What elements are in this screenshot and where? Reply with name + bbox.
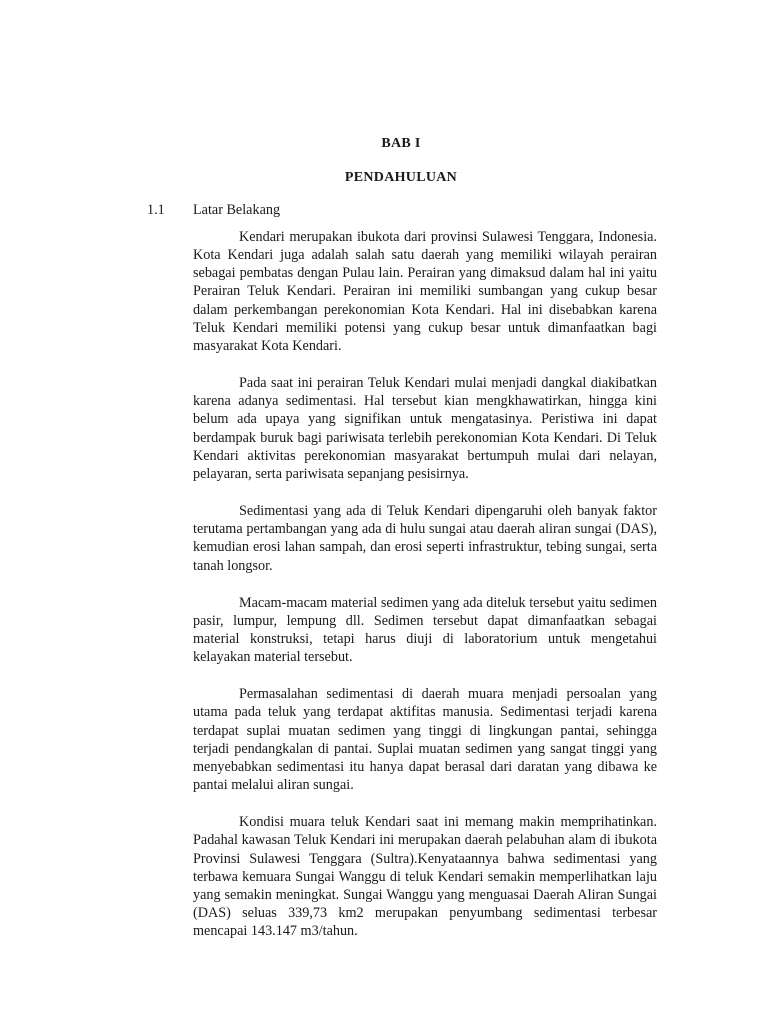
paragraph-1: Kendari merupakan ibukota dari provinsi Sulawesi Tenggara, Indonesia. Kota Kendari juga adalah salah satu daerah yang memiliki wilayah perairan sebagai pembatas dengan Pulau lain. Perairan yang dimaksud dalam hal ini yaitu Perairan Teluk Kendari. Perairan ini memiliki sumbangan yang cukup besar dalam perkembangan perekonomian Kota Kendari. Hal ini disebabkan karena Teluk Kendari memiliki potensi yang cukup besar untuk dimanfaatkan bagi masyarakat Kota Kendari. — [193, 229, 657, 354]
paragraph-6: Kondisi muara teluk Kendari saat ini memang makin memprihatinkan. Padahal kawasan Teluk Kendari ini merupakan daerah pelabuhan alam di ibukota Provinsi Sulawesi Tenggara (Sultra).Kenyataannya bahwa sedimentasi yang terbawa kemuara Sungai Wanggu di teluk Kendari semakin memperlihatkan laju yang semakin meningkat. Sungai Wanggu yang menguasai Daerah Aliran Sungai (DAS) seluas 339,73 km2 merupakan penyumbang sedimentasi terbesar mencapai 143.147 m3/tahun. — [193, 814, 657, 940]
body-text — [193, 228, 657, 959]
chapter-title: BAB I — [381, 136, 421, 151]
section-title: Latar Belakang — [193, 202, 281, 218]
section-heading — [147, 202, 280, 219]
paragraph-3: Sedimentasi yang ada di Teluk Kendari dipengaruhi oleh banyak faktor terutama pertambangan yang ada di hulu sungai atau daerah aliran sungai (DAS), kemudian erosi lahan sampah, dan erosi seperti infrastruktur, tebing sungai, serta tanah longsor. — [193, 503, 657, 574]
paragraph-2: Pada saat ini perairan Teluk Kendari mulai menjadi dangkal diakibatkan karena adanya sedimentasi. Hal tersebut kian mengkhawatirkan, hingga kini belum ada upaya yang signifikan untuk mengatasinya. Peristiwa ini dapat berdampak buruk bagi pariwisata terlebih perekonomian Kota Kendari. Di Teluk Kendari aktivitas perekonomian masyarakat bertumpuh mulai dari nelayan, pelayaran, serta pariwisata sepanjang pesisirnya. — [193, 375, 657, 482]
chapter-subtitle: PENDAHULUAN — [344, 170, 458, 185]
paragraph-4: Macam-macam material sedimen yang ada diteluk tersebut yaitu sedimen pasir, lumpur, lempung dll. Sedimen tersebut dapat dimanfaatkan sebagai material konstruksi, tetapi harus diuji di laboratorium untuk mengetahui kelayakan material tersebut. — [193, 594, 657, 666]
section-number: 1.1 — [147, 202, 165, 218]
paragraph-5: Permasalahan sedimentasi di daerah muara menjadi persoalan yang utama pada teluk yang terdapat aktifitas manusia. Sedimentasi terjadi karena terdapat suplai muatan sedimen yang tinggi di lingkungan pantai, sehingga terjadi pendangkalan di pantai. Suplai muatan sedimen yang sangat tinggi yang menyebabkan sedimentasi itu hanya dapat berasal dari daratan yang dibawa ke pantai melalui aliran sungai. — [193, 686, 657, 794]
